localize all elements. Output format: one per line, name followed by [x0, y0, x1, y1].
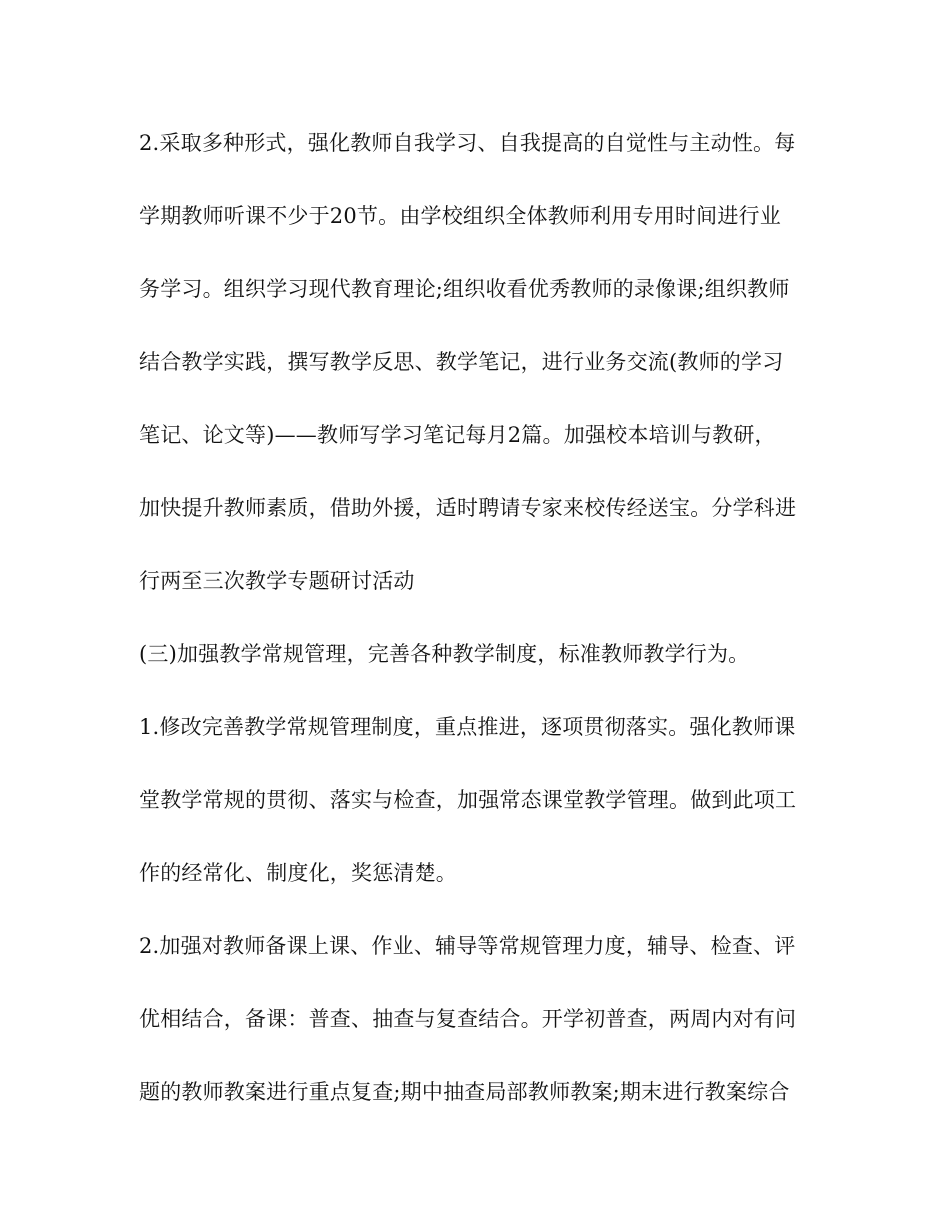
text-line: 作的经常化、制度化，奖惩清楚。: [139, 861, 457, 885]
text-line: 务学习。组织学习现代教育理论;组织收看优秀教师的录像课;组织教师: [139, 277, 790, 301]
text-line: 优相结合，备课：普查、抽查与复查结合。开学初普查，两周内对有问: [139, 1007, 797, 1031]
text-line: 1.修改完善教学常规管理制度，重点推进，逐项贯彻落实。强化教师课: [139, 715, 796, 739]
text-line: 2.加强对教师备课上课、作业、辅导等常规管理力度，辅导、检查、评: [139, 934, 796, 958]
text-line: 2.采取多种形式，强化教师自我学习、自我提高的自觉性与主动性。每: [139, 131, 796, 155]
text-line: 堂教学常规的贯彻、落实与检查，加强常态课堂教学管理。做到此项工: [139, 788, 797, 812]
text-line: 学期教师听课不少于20节。由学校组织全体教师利用专用时间进行业: [139, 204, 781, 228]
section-heading: (三)加强教学常规管理，完善各种教学制度，标准教师教学行为。: [139, 642, 750, 666]
text-line: 行两至三次教学专题研讨活动: [139, 569, 415, 593]
text-line: 加快提升教师素质，借助外援，适时聘请专家来校传经送宝。分学科进: [139, 496, 797, 520]
text-line: 结合教学实践，撰写教学反思、教学笔记，进行业务交流(教师的学习: [139, 350, 784, 374]
text-line: 笔记、论文等)——教师写学习笔记每月2篇。加强校本培训与教研，: [139, 423, 776, 447]
text-line: 题的教师教案进行重点复查;期中抽查局部教师教案;期末进行教案综合: [139, 1080, 790, 1104]
